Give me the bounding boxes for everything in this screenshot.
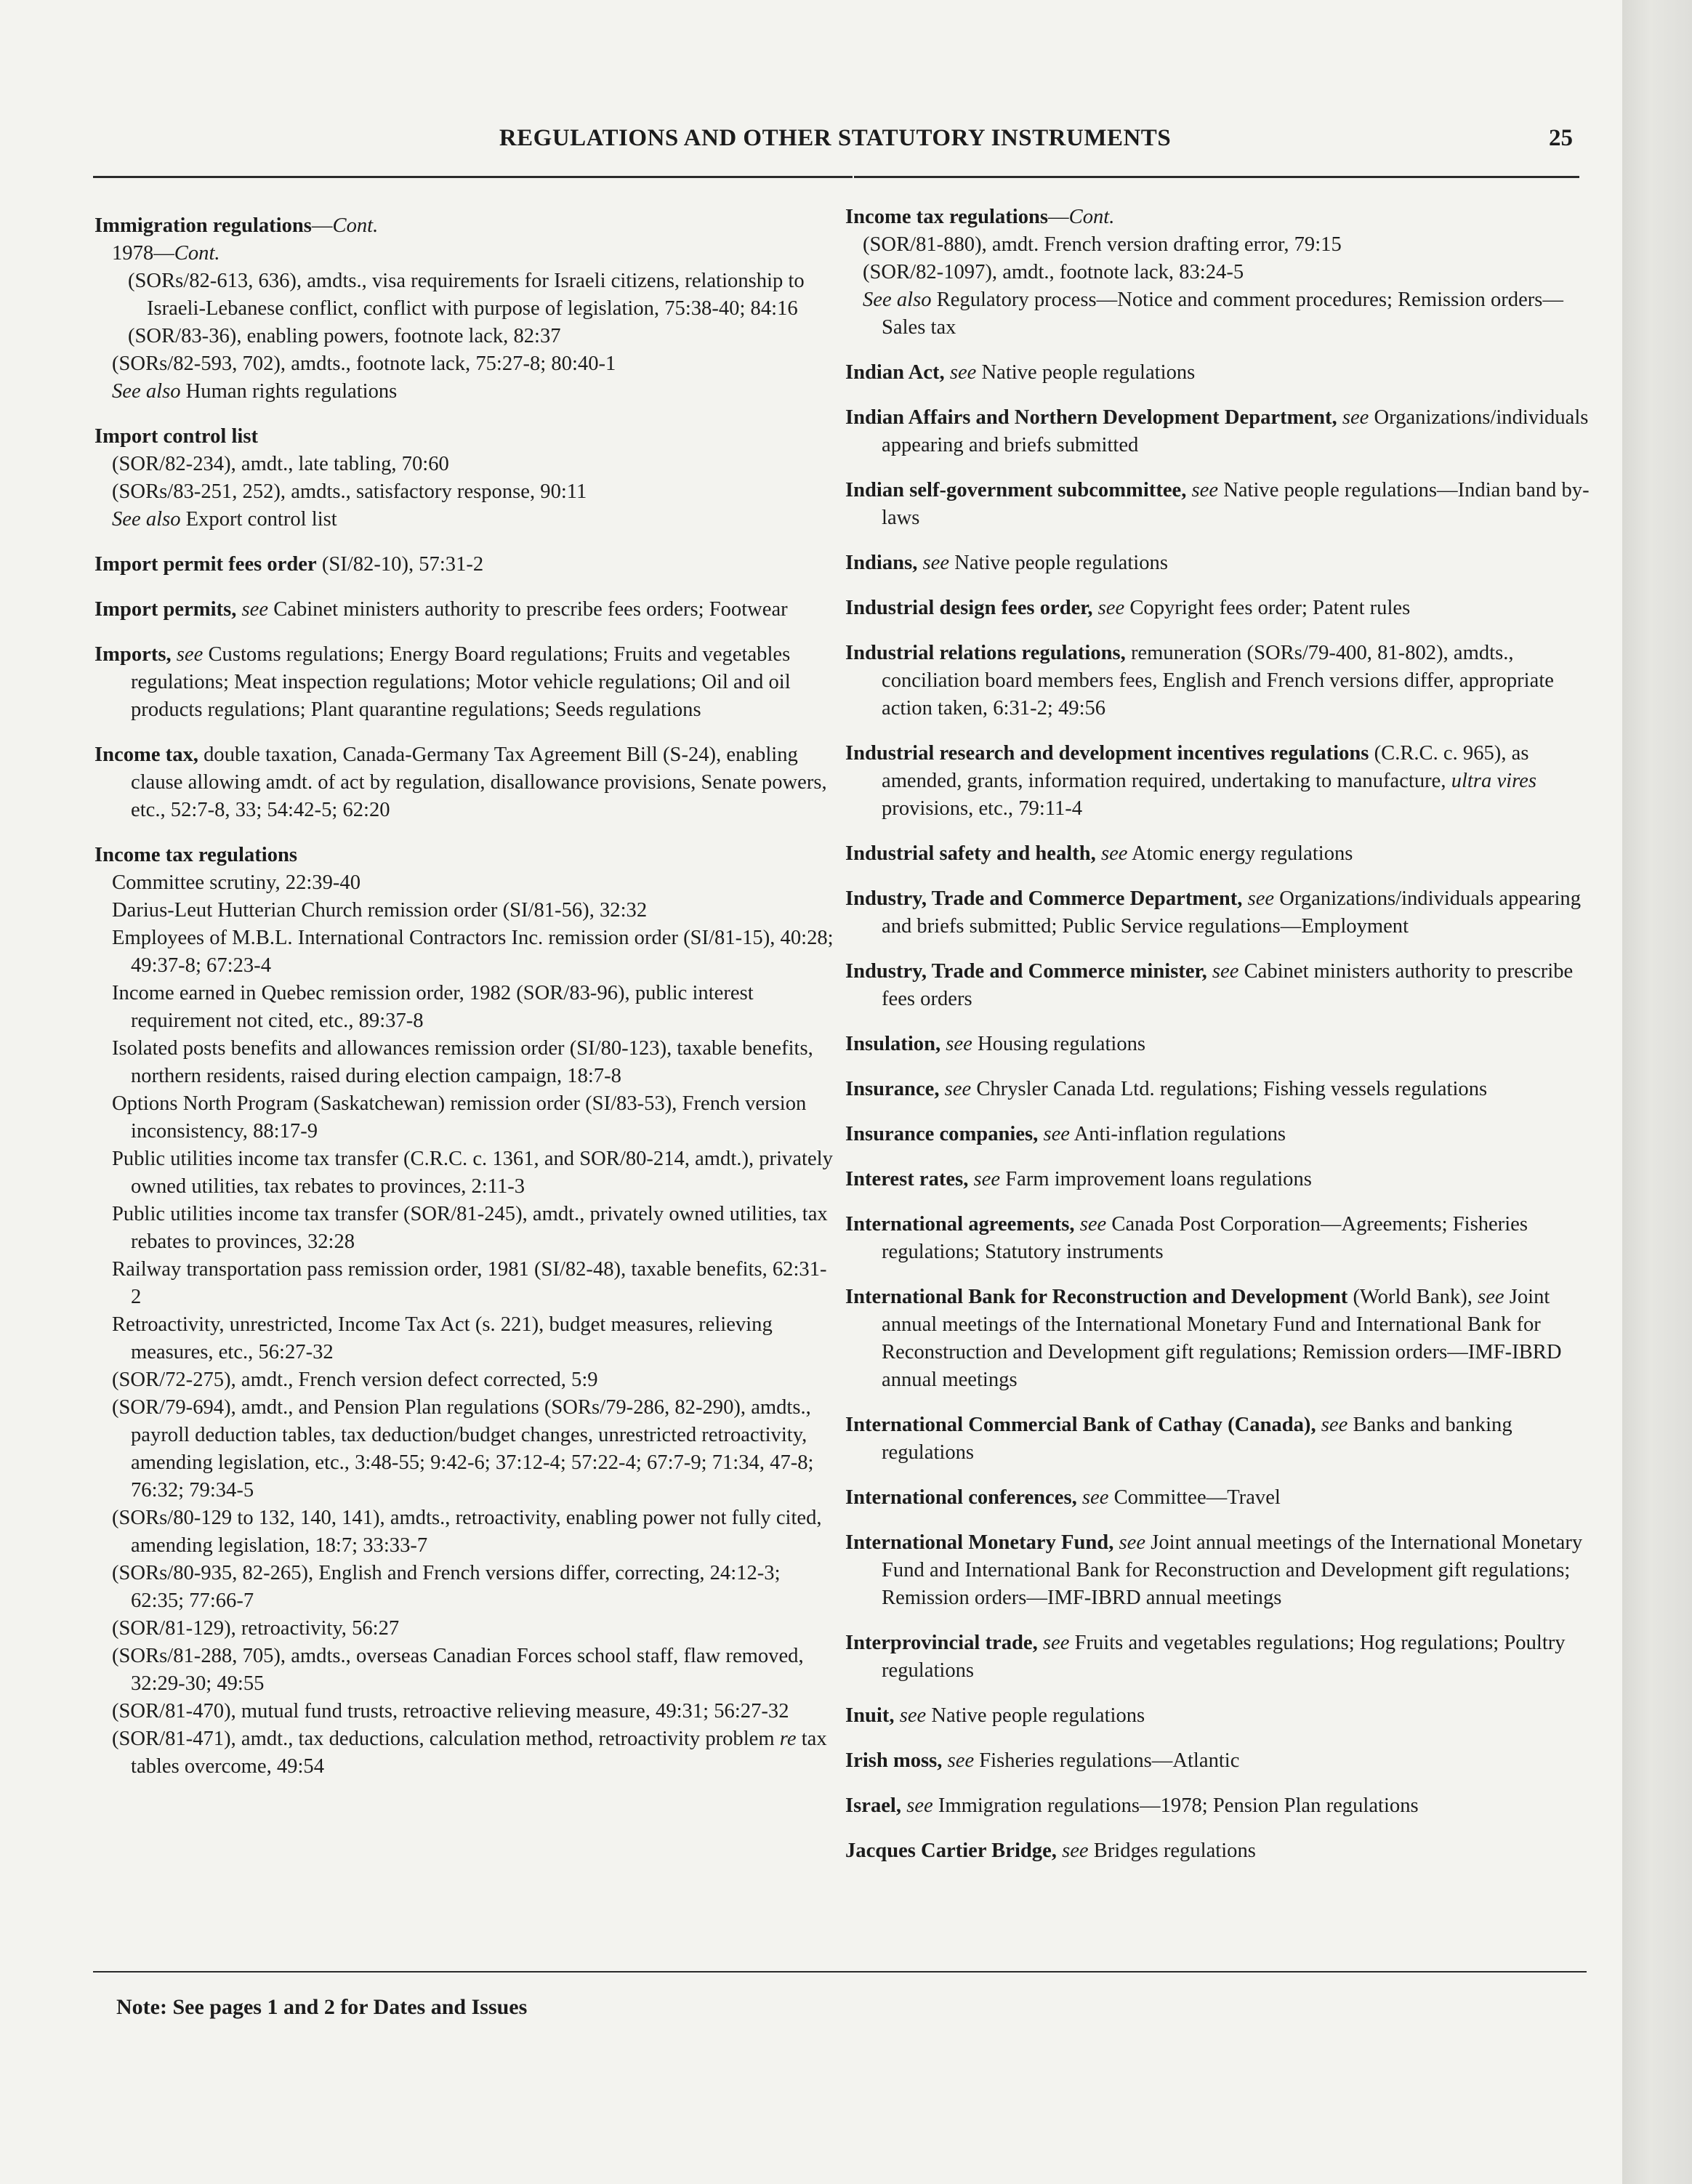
see-label: see	[1191, 479, 1219, 501]
right-column	[845, 204, 1594, 1882]
sub-entry: Options North Program (Saskatchewan) remission order (SI/83-53), French version inconsistency, 88:17-9	[112, 1092, 807, 1143]
entry-heading: Import permit fees order	[94, 553, 317, 576]
subheading-year: 1978	[112, 242, 154, 265]
see-label: see	[1342, 406, 1369, 429]
sub-entry: (SOR/72-275), amdt., French version defect corrected, 5:9	[112, 1369, 598, 1391]
entry-text: Anti-inflation regulations	[1073, 1123, 1286, 1145]
sub-entry: Public utilities income tax transfer (C.R.C. c. 1361, and SOR/80-214, amdt.), privately owned utilities, tax rebates to provinces, 2:11-3	[112, 1148, 833, 1198]
index-entry	[845, 1792, 1594, 1820]
sub-entry: Committee scrutiny, 22:39-40	[112, 871, 361, 894]
entry-text: Housing regulations	[977, 1033, 1146, 1055]
entry-heading: International agreements,	[845, 1213, 1075, 1236]
sub-entry	[94, 1725, 836, 1781]
sub-entry: Railway transportation pass remission order, 1981 (SI/82-48), taxable benefits, 62:31-2	[112, 1258, 827, 1308]
index-entry	[94, 423, 836, 533]
see-label: see	[1062, 1840, 1089, 1862]
entry-text: Canada Post Corporation—Agreements; Fisheries regulations; Statutory instruments	[882, 1213, 1528, 1263]
see-also-text: Human rights regulations	[185, 380, 398, 403]
sub-entry: (SOR/81-129), retroactivity, 56:27	[112, 1617, 400, 1640]
index-entry	[845, 1837, 1594, 1865]
see-label: see	[944, 1078, 972, 1100]
index-entry	[845, 1529, 1594, 1612]
entry-text: Native people regulations	[954, 552, 1168, 574]
index-entry	[94, 596, 836, 624]
see-label: see	[947, 1749, 975, 1772]
entry-text: Cabinet ministers authority to prescribe fees orders; Footwear	[273, 598, 788, 621]
index-entry	[845, 640, 1594, 722]
entry-text: Atomic energy regulations	[1132, 842, 1353, 865]
footer-rule	[93, 1971, 1587, 1973]
index-entry	[845, 477, 1594, 532]
entry-text: Customs regulations; Energy Board regulations; Fruits and vegetables regulations; Meat inspection regulations; Motor vehicle regulations; Oil and oil products regulations; Plant quarantine regulations; Seeds regulations	[131, 643, 791, 721]
index-entry	[845, 885, 1594, 940]
see-label: see	[1212, 960, 1239, 983]
index-entry	[845, 1702, 1594, 1730]
sub-entry: (SOR/82-1097), amdt., footnote lack, 83:24-5	[863, 261, 1244, 283]
see-label: see	[949, 361, 977, 384]
see-label: see	[1043, 1123, 1070, 1145]
see-label: see	[1478, 1286, 1504, 1308]
entry-heading: International Commercial Bank of Cathay (Canada),	[845, 1414, 1316, 1436]
entry-text: Cabinet ministers authority to prescribe fees orders	[882, 960, 1574, 1010]
entry-paren: (World Bank),	[1353, 1286, 1473, 1308]
page-edge	[1622, 0, 1692, 2184]
entry-heading: Insurance companies,	[845, 1123, 1039, 1145]
entry-heading: Industrial relations regulations,	[845, 642, 1126, 664]
see-label: see	[1100, 842, 1128, 865]
entry-text: (SI/82-10), 57:31-2	[321, 553, 484, 576]
see-label: see	[176, 643, 204, 666]
entry-heading: Israel,	[845, 1794, 902, 1817]
sub-entry: (SORs/82-593, 702), amdts., footnote lack, 75:27-8; 80:40-1	[112, 352, 616, 375]
sub-entry-text: tax tables overcome, 49:54	[131, 1728, 827, 1778]
entry-heading: International conferences,	[845, 1486, 1077, 1509]
entry-heading: Insurance,	[845, 1078, 940, 1100]
see-label: see	[973, 1168, 1001, 1190]
index-entry	[94, 641, 836, 724]
page-number: 25	[1549, 125, 1573, 151]
entry-heading: Jacques Cartier Bridge,	[845, 1840, 1057, 1862]
entry-heading: Irish moss,	[845, 1749, 943, 1772]
sub-entry: (SOR/81-470), mutual fund trusts, retroactive relieving measure, 49:31; 56:27-32	[112, 1700, 789, 1722]
index-entry	[845, 740, 1594, 823]
entry-text: Farm improvement loans regulations	[1005, 1168, 1312, 1190]
index-entry	[845, 1484, 1594, 1512]
index-entry	[845, 595, 1594, 622]
see-label: see	[899, 1704, 927, 1727]
index-entry	[845, 1121, 1594, 1148]
entry-heading: Immigration regulations	[94, 214, 312, 237]
entry-text: Committee—Travel	[1113, 1486, 1281, 1509]
sub-entry: Isolated posts benefits and allowances remission order (SI/80-123), taxable benefits, northern residents, raised during election campaign, 18:7-8	[112, 1037, 813, 1087]
entry-text: Joint annual meetings of the International Monetary Fund and International Bank for Reconstruction and Development gift regulations; Remission orders—IMF-IBRD annual meetings	[882, 1531, 1583, 1609]
sub-entry: Darius-Leut Hutterian Church remission order (SI/81-56), 32:32	[112, 899, 648, 922]
continued-label: Cont.	[174, 242, 220, 265]
continued-label: Cont.	[332, 214, 379, 237]
entry-text: Native people regulations—Indian band by-laws	[882, 479, 1590, 529]
see-label: see	[1321, 1414, 1348, 1436]
entry-text: remuneration (SORs/79-400, 81-802), amdts., conciliation board members fees, English and French versions differ, appropriate action taken, 6:31-2; 49:56	[882, 642, 1554, 720]
entry-heading: International Monetary Fund,	[845, 1531, 1114, 1554]
sub-entry: (SOR/83-36), enabling powers, footnote lack, 82:37	[128, 325, 561, 347]
sub-entry: (SOR/81-880), amdt. French version drafting error, 79:15	[863, 233, 1342, 256]
see-label: see	[1042, 1632, 1070, 1654]
entry-text: Banks and banking regulations	[882, 1414, 1512, 1464]
entry-heading: Industrial design fees order,	[845, 597, 1093, 619]
see-label: see	[1081, 1486, 1109, 1509]
index-entry	[845, 958, 1594, 1013]
index-entry	[94, 551, 836, 579]
index-entry	[845, 840, 1594, 868]
entry-heading: Income tax,	[94, 744, 198, 766]
entry-text: double taxation, Canada-Germany Tax Agreement Bill (S-24), enabling clause allowing amdt. of act by regulation, disallowance provisions, Senate powers, etc., 52:7-8, 33; 54:42-5; 62:20	[131, 744, 827, 821]
entry-heading: Import control list	[94, 425, 259, 448]
continued-label: Cont.	[1068, 206, 1115, 228]
sub-entry: (SOR/79-694), amdt., and Pension Plan regulations (SORs/79-286, 82-290), amdts., payroll deduction tables, tax deduction/budget changes, unrestricted retroactivity, amending legislation, etc., 3:48-55; 9:42-6; 37:12-4; 57:22-4; 67:7-9; 71:34, 47-8; 76:32; 79:34-5	[112, 1396, 814, 1502]
entry-text: Bridges regulations	[1093, 1840, 1256, 1862]
entry-heading: Import permits,	[94, 598, 237, 621]
entry-heading: Industrial safety and health,	[845, 842, 1096, 865]
index-entry	[845, 1211, 1594, 1266]
entry-text: Chrysler Canada Ltd. regulations; Fishing vessels regulations	[976, 1078, 1488, 1100]
see-label: see	[946, 1033, 972, 1055]
index-entry	[845, 1411, 1594, 1467]
sub-entry: Income earned in Quebec remission order, 1982 (SOR/83-96), public interest requirement not cited, etc., 89:37-8	[112, 982, 754, 1032]
see-label: see	[241, 598, 269, 621]
index-entry	[94, 741, 836, 824]
index-entry	[845, 1747, 1594, 1775]
entry-heading: Industry, Trade and Commerce minister,	[845, 960, 1207, 983]
sub-entry-text: (SOR/81-471), amdt., tax deductions, calculation method, retroactivity problem	[112, 1728, 775, 1750]
see-label: see	[922, 552, 950, 574]
entry-text: provisions, etc., 79:11-4	[882, 797, 1083, 820]
entry-heading: Industrial research and development incentives regulations	[845, 742, 1369, 765]
footer-note: Note: See pages 1 and 2 for Dates and Issues	[116, 1995, 528, 2019]
sub-entry: Retroactivity, unrestricted, Income Tax Act (s. 221), budget measures, relieving measures, etc., 56:27-32	[112, 1313, 773, 1363]
index-entry	[845, 1166, 1594, 1193]
index-entry	[94, 842, 836, 1781]
left-column	[94, 212, 836, 1798]
entry-text: Native people regulations	[981, 361, 1196, 384]
entry-heading: Indian Act,	[845, 361, 945, 384]
entry-text: Organizations/individuals appearing and briefs submitted; Public Service regulations—Employment	[882, 887, 1582, 938]
italic-term: ultra vires	[1451, 770, 1536, 792]
index-entry	[845, 359, 1594, 387]
see-label: see	[1079, 1213, 1107, 1236]
sub-entry: (SORs/82-613, 636), amdts., visa requirements for Israeli citizens, relationship to Israeli-Lebanese conflict, conflict with purpose of legislation, 75:38-40; 84:16	[128, 270, 805, 320]
sub-entry: (SORs/80-935, 82-265), English and French versions differ, correcting, 24:12-3; 62:35; 77:66-7	[112, 1562, 781, 1612]
see-also-label: See also	[112, 508, 181, 531]
entry-heading: International Bank for Reconstruction and Development	[845, 1286, 1348, 1308]
entry-text: Joint annual meetings of the International Monetary Fund and International Bank for Reconstruction and Development gift regulations; Remission orders—IMF-IBRD annual meetings	[882, 1286, 1562, 1391]
entry-text: Fruits and vegetables regulations; Hog regulations; Poultry regulations	[882, 1632, 1566, 1682]
entry-heading: Income tax regulations	[845, 206, 1049, 228]
see-label: see	[1119, 1531, 1146, 1554]
entry-heading: Imports,	[94, 643, 172, 666]
entry-heading: Indian self-government subcommittee,	[845, 479, 1187, 501]
see-also-text: Regulatory process—Notice and comment procedures; Remission orders—Sales tax	[882, 289, 1564, 339]
see-also-label: See also	[112, 380, 181, 403]
entry-heading: Indians,	[845, 552, 918, 574]
sub-entry: (SORs/83-251, 252), amdts., satisfactory response, 90:11	[112, 480, 587, 503]
entry-text: Organizations/individuals appearing and briefs submitted	[882, 406, 1589, 456]
index-entry	[845, 404, 1594, 459]
index-entry: Immigration regulations—Cont. 1978—Cont. (SORs/82-613, 636), amdts., visa requirements for Israeli citizens, relationship to Israeli-Lebanese conflict, conflict with purpose of legislation, 75:38-40; 84:16 (SOR/83-36), enabling powers, footnote lack, 82:37 (SORs/82-593, 702), amdts., footnote lack, 75:27-8; 80:40-1 See also Human rights regulations	[94, 212, 836, 406]
index-entry	[845, 1076, 1594, 1103]
sub-entry: Employees of M.B.L. International Contractors Inc. remission order (SI/81-15), 40:28; 49:37-8; 67:23-4	[112, 927, 834, 977]
sub-entry: Public utilities income tax transfer (SOR/81-245), amdt., privately owned utilities, tax rebates to provinces, 32:28	[112, 1203, 828, 1253]
re-label: re	[779, 1728, 797, 1750]
entry-text: (C.R.C. c. 965), as amended, grants, information required, undertaking to manufacture,	[882, 742, 1529, 792]
index-entry	[845, 1629, 1594, 1685]
index-entry	[845, 1031, 1594, 1058]
sub-entry: (SOR/82-234), amdt., late tabling, 70:60	[112, 453, 449, 475]
index-entry: Income tax regulations—Cont. (SOR/81-880), amdt. French version drafting error, 79:15 (SOR/82-1097), amdt., footnote lack, 83:24-5 See also Regulatory process—Notice and comment procedures; Remission orders—Sales tax	[845, 204, 1594, 342]
see-also-text: Export control list	[185, 508, 337, 531]
entry-text: Fisheries regulations—Atlantic	[979, 1749, 1240, 1772]
entry-heading: Indian Affairs and Northern Development Department,	[845, 406, 1337, 429]
header-rule-left	[93, 176, 853, 178]
page-header	[93, 125, 1577, 166]
entry-text: Immigration regulations—1978; Pension Plan regulations	[938, 1794, 1419, 1817]
see-also-label: See also	[863, 289, 932, 311]
entry-heading: Interprovincial trade,	[845, 1632, 1038, 1654]
see-label: see	[1247, 887, 1275, 910]
see-label: see	[1097, 597, 1125, 619]
entry-text: Native people regulations	[931, 1704, 1145, 1727]
entry-heading: Income tax regulations	[94, 844, 298, 866]
sub-entry: (SORs/80-129 to 132, 140, 141), amdts., retroactivity, enabling power not fully cited, amending legislation, 18:7; 33:33-7	[112, 1507, 822, 1557]
index-entry	[845, 549, 1594, 577]
entry-heading: Industry, Trade and Commerce Department,	[845, 887, 1243, 910]
entry-heading: Interest rates,	[845, 1168, 969, 1190]
running-title: REGULATIONS AND OTHER STATUTORY INSTRUMENTS	[499, 125, 1172, 151]
sub-entry: (SORs/81-288, 705), amdts., overseas Canadian Forces school staff, flaw removed, 32:29-30; 49:55	[112, 1645, 804, 1695]
entry-heading: Insulation,	[845, 1033, 941, 1055]
entry-text: Copyright fees order; Patent rules	[1129, 597, 1411, 619]
see-label: see	[906, 1794, 933, 1817]
entry-heading: Inuit,	[845, 1704, 895, 1727]
index-entry	[845, 1284, 1594, 1394]
header-rule-right	[854, 176, 1579, 178]
